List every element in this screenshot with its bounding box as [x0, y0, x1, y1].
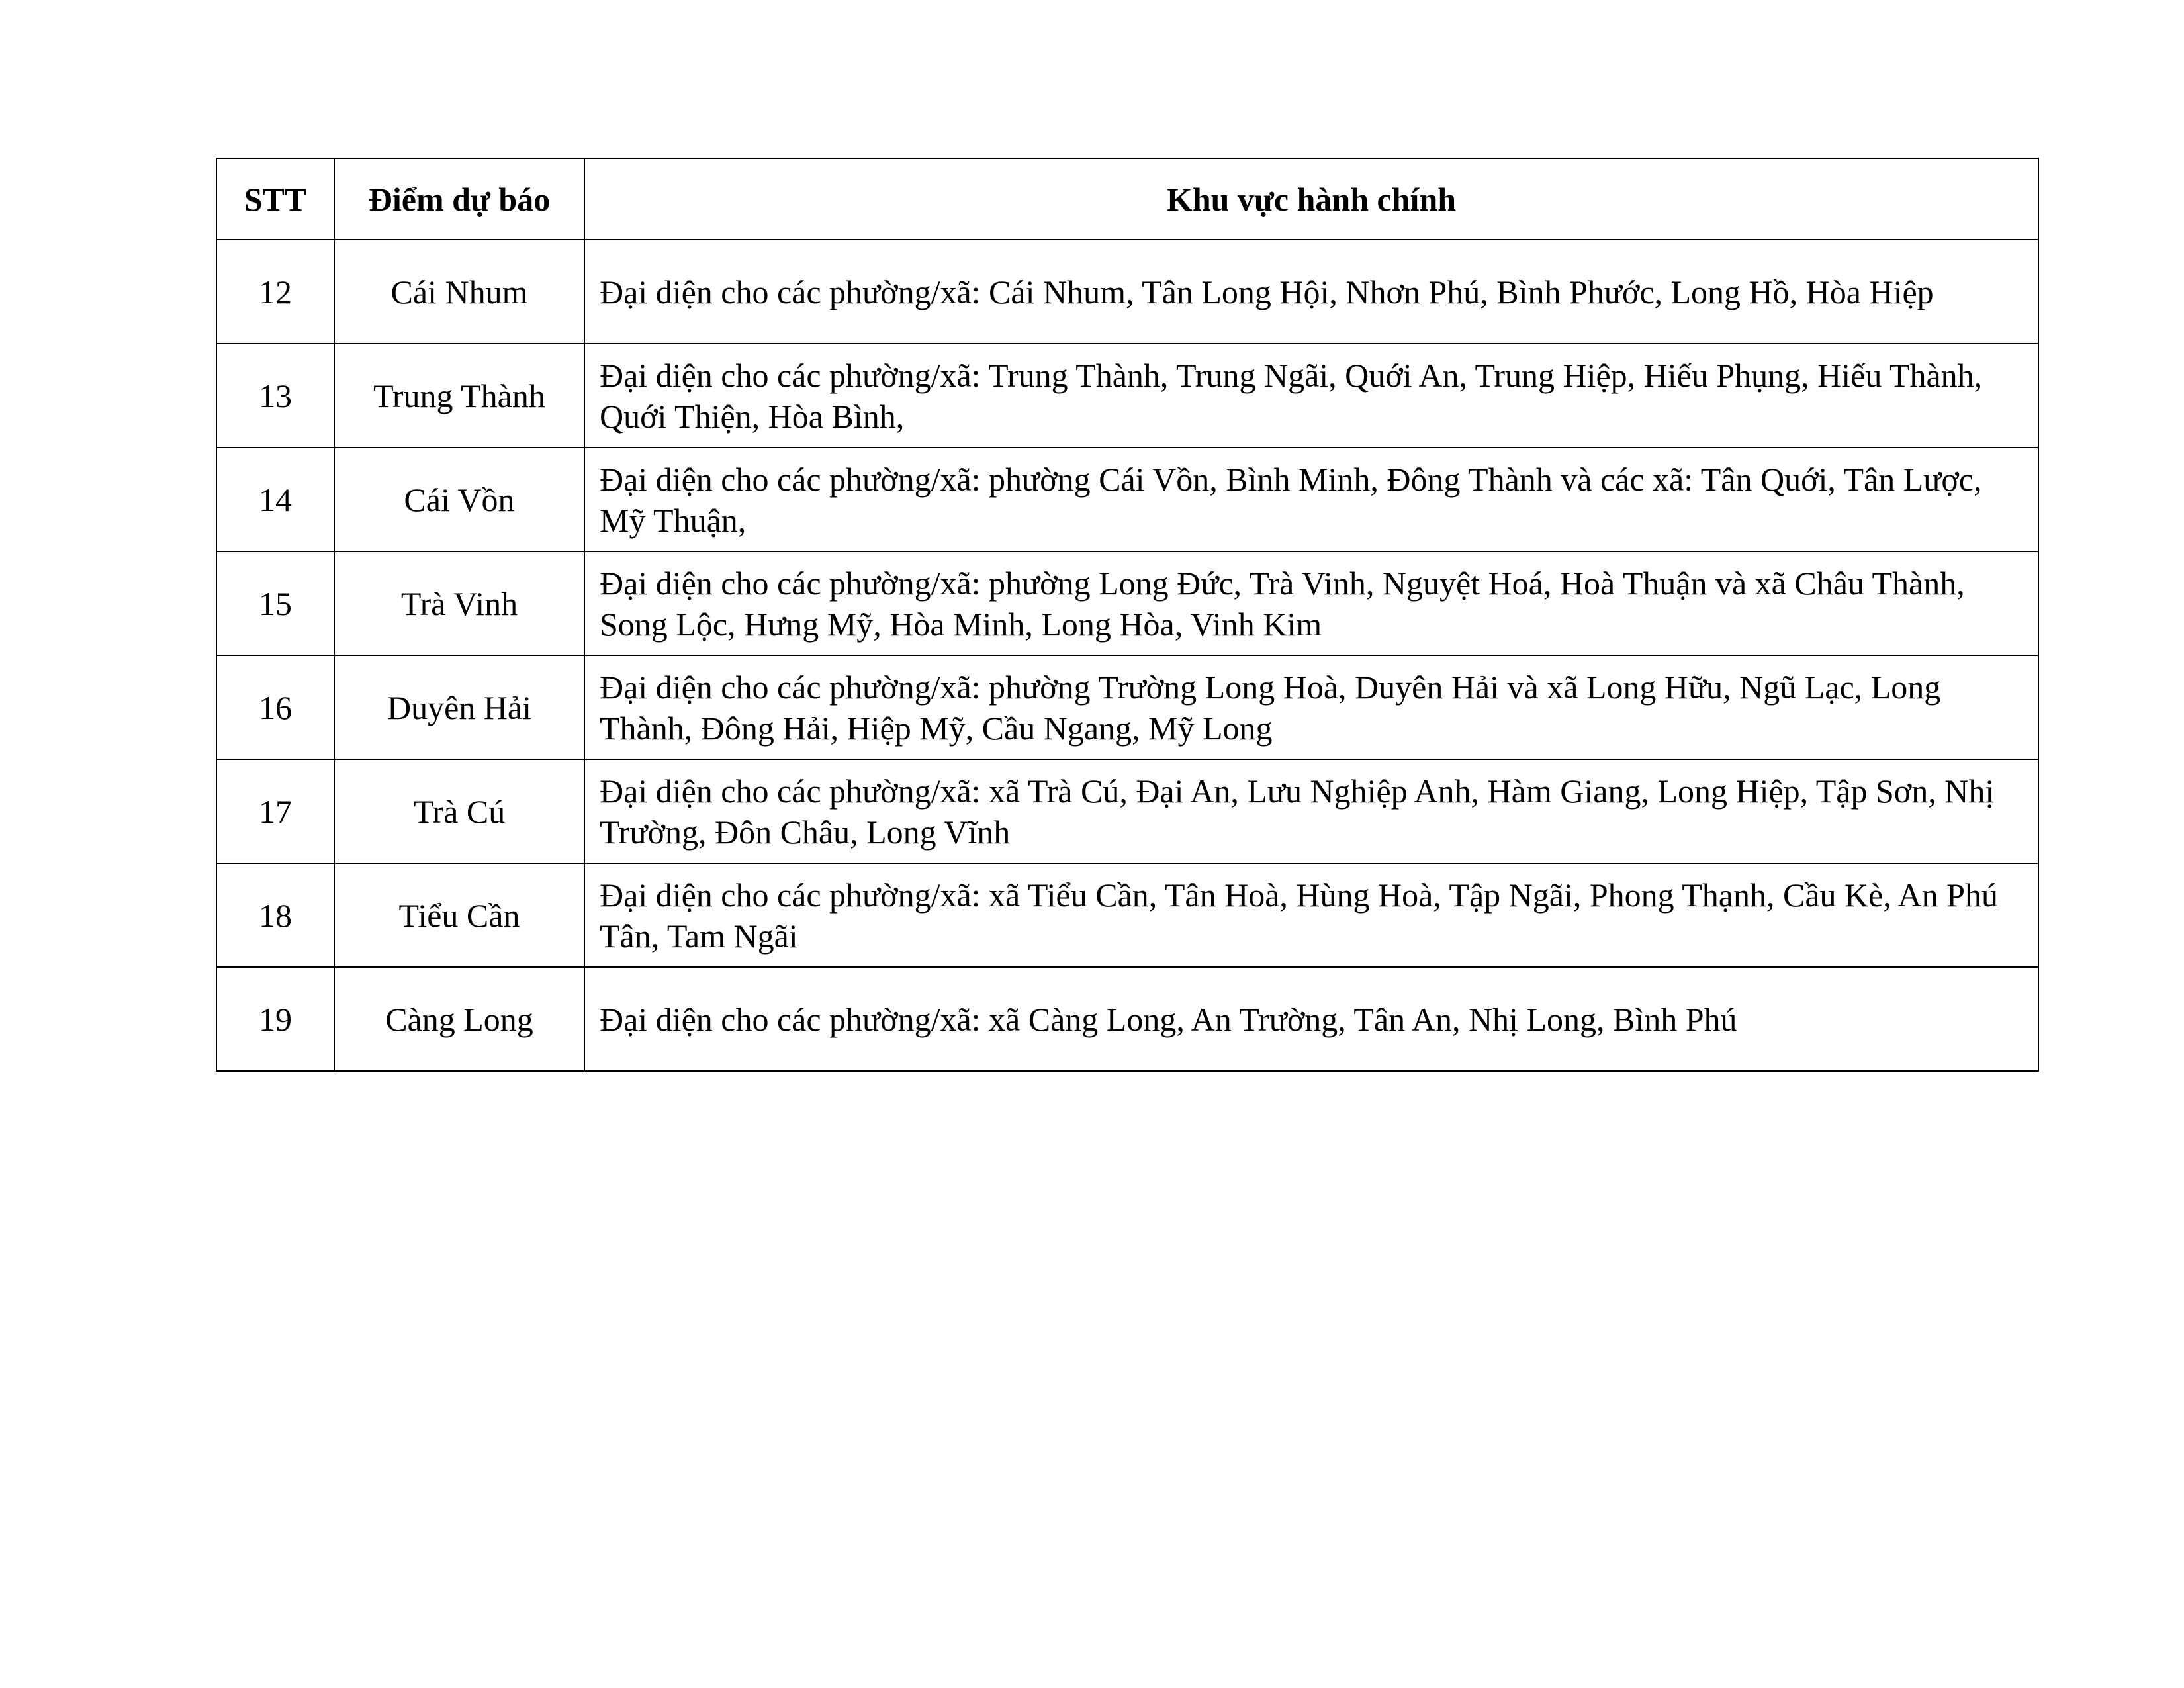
forecast-region-table: [216, 158, 2039, 1072]
header-stt: STT: [216, 158, 334, 240]
table-row: [216, 447, 2038, 551]
row-forecast-point: Cái Nhum: [334, 240, 584, 344]
row-stt: 12: [216, 240, 334, 344]
table-row: [216, 863, 2038, 967]
row-administrative-area: Đại diện cho các phường/xã: xã Trà Cú, Đại An, Lưu Nghiệp Anh, Hàm Giang, Long Hiệp, Tập Sơn, Nhị Trường, Đôn Châu, Long Vĩnh: [584, 759, 2038, 863]
row-administrative-area: Đại diện cho các phường/xã: phường Trường Long Hoà, Duyên Hải và xã Long Hữu, Ngũ Lạc, Long Thành, Đông Hải, Hiệp Mỹ, Cầu Ngang, Mỹ Long: [584, 655, 2038, 759]
row-stt: 16: [216, 655, 334, 759]
row-stt: 17: [216, 759, 334, 863]
row-administrative-area: Đại diện cho các phường/xã: Cái Nhum, Tân Long Hội, Nhơn Phú, Bình Phước, Long Hồ, Hòa Hiệp: [584, 240, 2038, 344]
row-forecast-point: Duyên Hải: [334, 655, 584, 759]
table-header-row: [216, 158, 2038, 240]
row-administrative-area: Đại diện cho các phường/xã: phường Cái Vồn, Bình Minh, Đông Thành và các xã: Tân Quới, Tân Lược, Mỹ Thuận,: [584, 447, 2038, 551]
table-row: [216, 655, 2038, 759]
row-stt: 19: [216, 967, 334, 1071]
row-administrative-area: Đại diện cho các phường/xã: Trung Thành, Trung Ngãi, Quới An, Trung Hiệp, Hiếu Phụng, Hiếu Thành, Quới Thiện, Hòa Bình,: [584, 344, 2038, 447]
row-stt: 13: [216, 344, 334, 447]
row-forecast-point: Trà Vinh: [334, 551, 584, 655]
row-stt: 18: [216, 863, 334, 967]
table-row: [216, 344, 2038, 447]
row-forecast-point: Tiểu Cần: [334, 863, 584, 967]
row-forecast-point: Cái Vồn: [334, 447, 584, 551]
header-administrative-area: Khu vực hành chính: [584, 158, 2038, 240]
table-row: [216, 759, 2038, 863]
table-row: [216, 551, 2038, 655]
row-administrative-area: Đại diện cho các phường/xã: xã Tiểu Cần, Tân Hoà, Hùng Hoà, Tập Ngãi, Phong Thạnh, Cầu Kè, An Phú Tân, Tam Ngãi: [584, 863, 2038, 967]
row-forecast-point: Trà Cú: [334, 759, 584, 863]
table-row: [216, 967, 2038, 1071]
row-stt: 14: [216, 447, 334, 551]
row-administrative-area: Đại diện cho các phường/xã: phường Long Đức, Trà Vinh, Nguyệt Hoá, Hoà Thuận và xã Châu Thành, Song Lộc, Hưng Mỹ, Hòa Minh, Long Hòa, Vinh Kim: [584, 551, 2038, 655]
header-forecast-point: Điểm dự báo: [334, 158, 584, 240]
row-forecast-point: Càng Long: [334, 967, 584, 1071]
row-stt: 15: [216, 551, 334, 655]
row-forecast-point: Trung Thành: [334, 344, 584, 447]
table-row: [216, 240, 2038, 344]
row-administrative-area: Đại diện cho các phường/xã: xã Càng Long, An Trường, Tân An, Nhị Long, Bình Phú: [584, 967, 2038, 1071]
